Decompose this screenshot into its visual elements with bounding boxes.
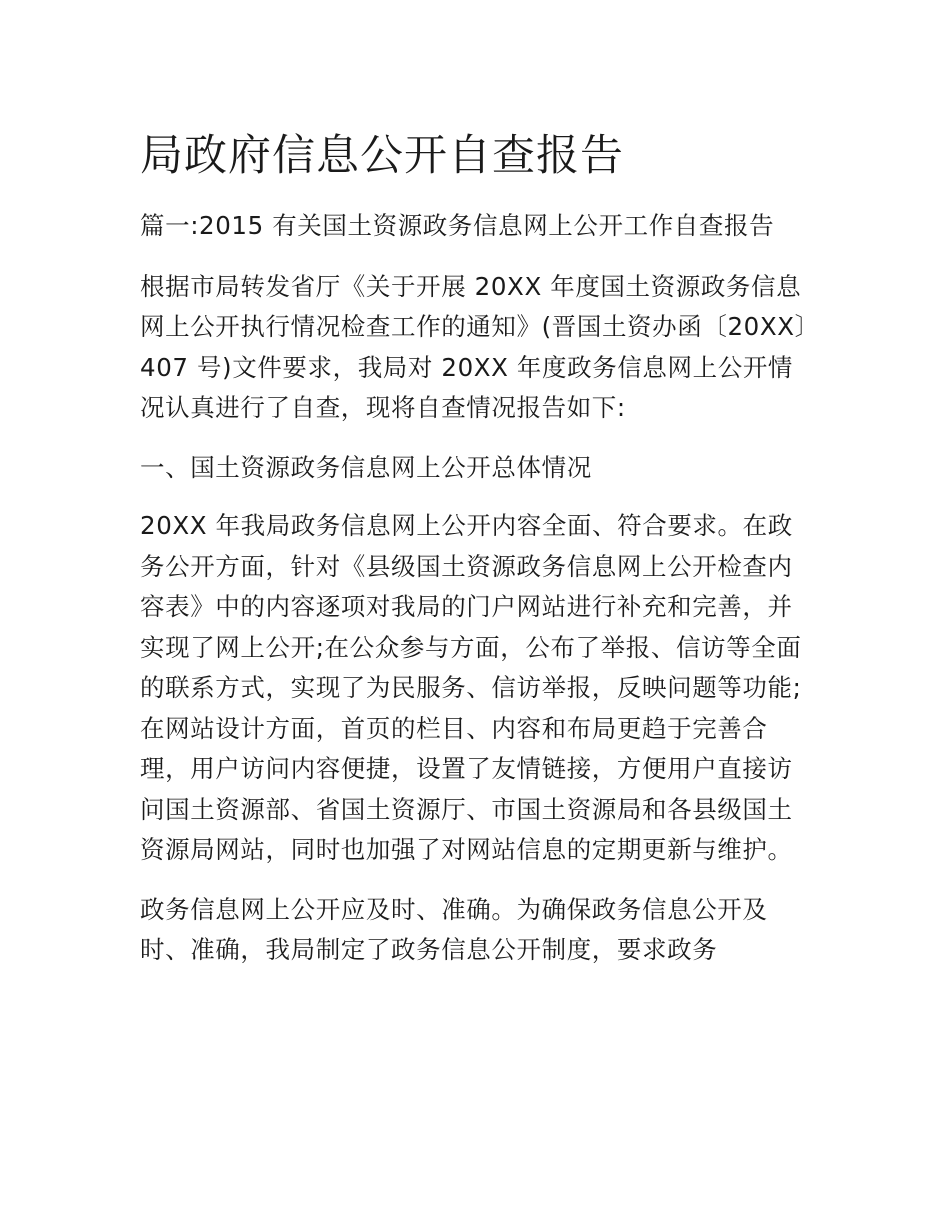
document-title: 局政府信息公开自查报告 — [140, 131, 624, 181]
body-paragraph: 20XX 年我局政务信息网上公开内容全面、符合要求。在政务公开方面，针对《县级国土资源政务信息网上公开检查内容表》中的内容逐项对我局的门户网站进行补充和完善，并实现了网上公开;在公众参与方面，公布了举报、信访等全面的联系方式，实现了为民服务、信访举报，反映问题等功能;在网站设计方面，首页的栏目、内容和布局更趋于完善合理，用户访问内容便捷，设置了友情链接，方便用户直接访问国土资源部、省国土资源厅、市国土资源局和各县级国土资源局网站，同时也加强了对网站信息的定期更新与维护。 — [140, 511, 802, 864]
intro-paragraph: 根据市局转发省厅《关于开展 20XX 年度国土资源政务信息网上公开执行情况检查工作的通知》(晋国土资办函〔20XX〕407 号)文件要求，我局对 20XX 年度政务信息网上公开情况认真进行了自查，现将自查情况报告如下: — [140, 271, 808, 422]
document-subtitle: 篇一:2015 有关国土资源政务信息网上公开工作自查报告 — [140, 211, 775, 240]
section-heading: 一、国土资源政务信息网上公开总体情况 — [140, 452, 592, 482]
document-page — [140, 128, 808, 990]
body-paragraph-truncated: 政务信息网上公开应及时、准确。为确保政务信息公开及时、准确，我局制定了政务信息公开制度，要求政务 — [140, 894, 768, 964]
